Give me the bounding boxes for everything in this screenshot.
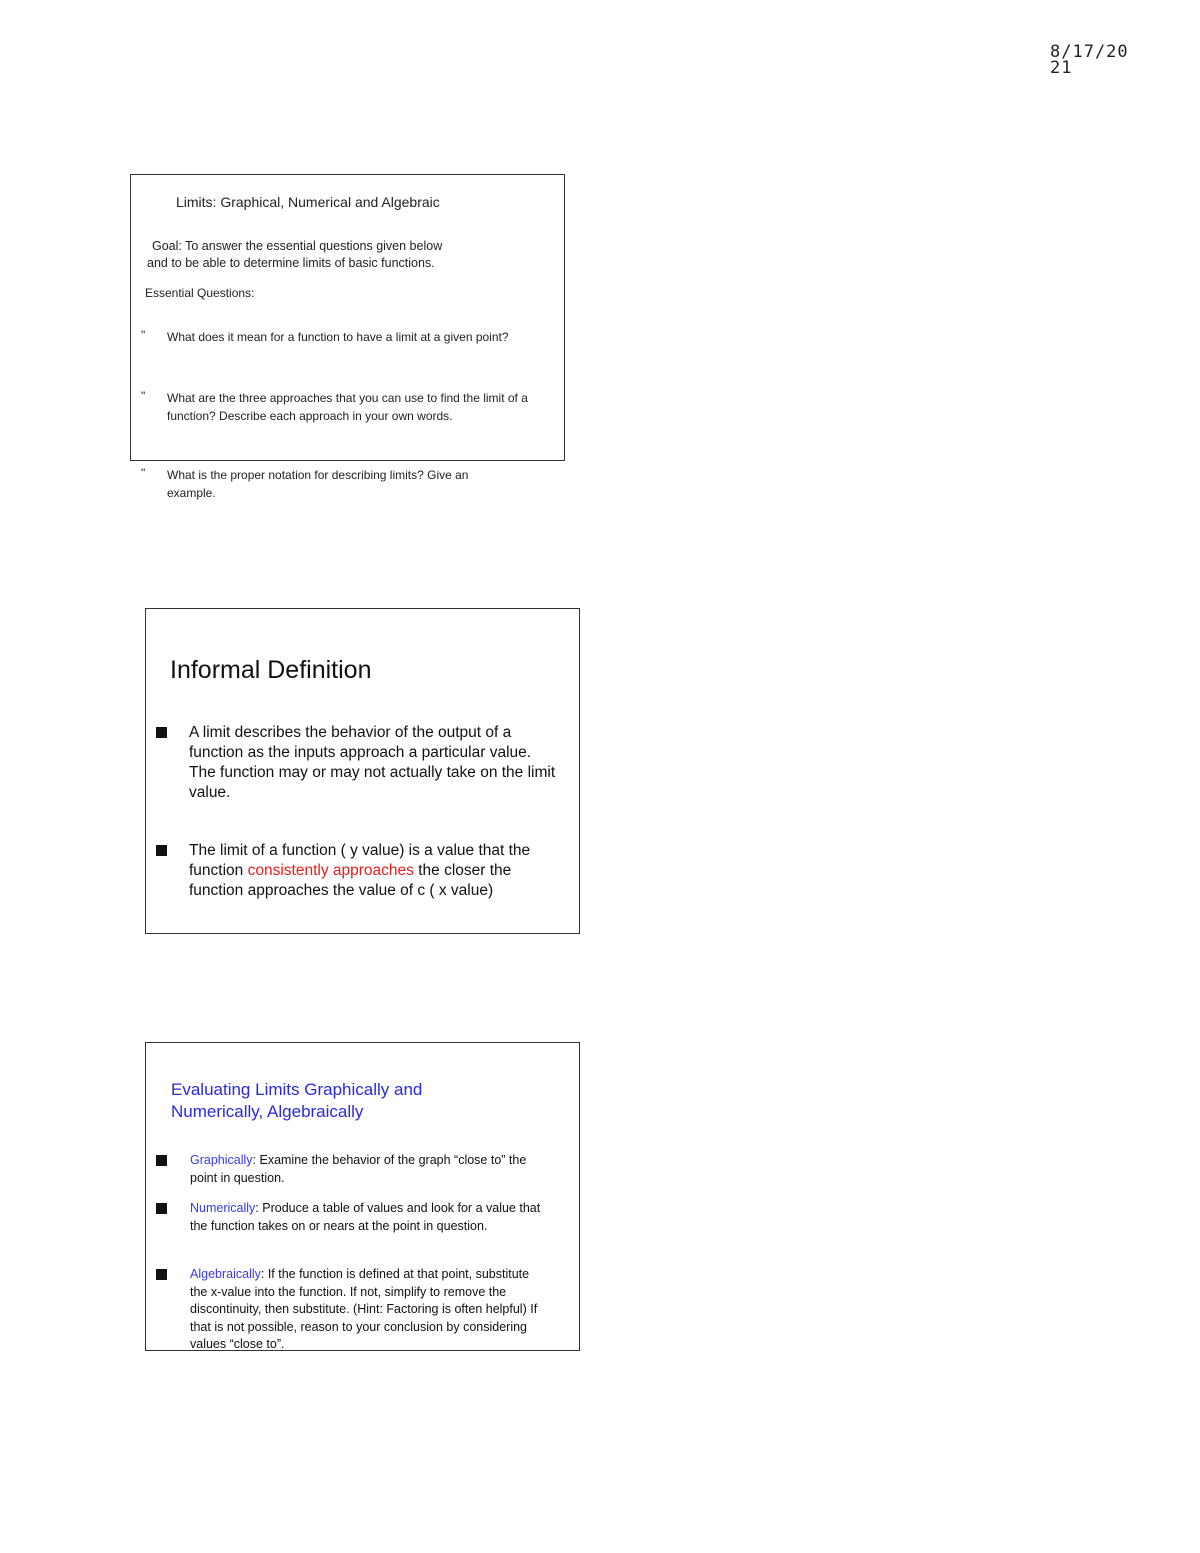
- desc-graphically: : Examine the behavior of the graph “close to” the point in question.: [190, 1153, 527, 1185]
- definition-bullet-2-post: the closer the function approaches the value of c ( x value): [189, 862, 512, 899]
- essential-question-3: What is the proper notation for describing limits? Give an example.: [167, 468, 469, 500]
- date-line-2: 21: [1050, 58, 1073, 78]
- essential-question-2: What are the three approaches that you can use to find the limit of a function? Describe each approach in your own words.: [167, 391, 528, 423]
- slide2-title: Informal Definition: [170, 656, 372, 684]
- slide1-title: Limits: Graphical, Numerical and Algebraic: [176, 194, 440, 210]
- bullet-mark: ": [141, 466, 146, 480]
- definition-bullet-1: A limit describes the behavior of the output of a function as the inputs approach a particular value. The function may or may not actually take on the limit value.: [189, 724, 556, 801]
- slide1-goal-line2: and to be able to determine limits of basic functions.: [147, 256, 435, 270]
- square-bullet-icon: [156, 1203, 167, 1214]
- square-bullet-icon: [156, 845, 167, 856]
- bullet-mark: ": [141, 389, 146, 403]
- date-line-1: 8/17/20: [1050, 42, 1129, 62]
- square-bullet-icon: [156, 1155, 167, 1166]
- page-date: [1050, 44, 1160, 76]
- term-numerically: Numerically: [190, 1201, 256, 1215]
- definition-bullet-2: [189, 841, 559, 901]
- approach-numerically: [190, 1200, 542, 1235]
- square-bullet-icon: [156, 727, 167, 738]
- bullet-mark: ": [141, 328, 146, 342]
- approach-graphically: [190, 1152, 542, 1187]
- essential-questions-label: Essential Questions:: [145, 286, 255, 300]
- approach-algebraically: [190, 1266, 542, 1354]
- term-algebraically: Algebraically: [190, 1267, 261, 1281]
- highlight-consistently-approaches: consistently approaches: [247, 862, 414, 879]
- term-graphically: Graphically: [190, 1153, 253, 1167]
- desc-numerically: : Produce a table of values and look for a value that the function takes on or nears at the point in question.: [190, 1201, 541, 1233]
- essential-question-1: What does it mean for a function to have a limit at a given point?: [167, 330, 509, 344]
- definition-bullet-2-pre: The limit of a function ( y value) is a value that the function: [189, 842, 531, 879]
- slide3-title: Evaluating Limits Graphically and Numerically, Algebraically: [171, 1080, 423, 1121]
- square-bullet-icon: [156, 1269, 167, 1280]
- slide1-goal-line1: Goal: To answer the essential questions given below: [152, 239, 443, 253]
- desc-algebraically: : If the function is defined at that point, substitute the x-value into the function. If not, simplify to remove the discontinuity, then substitute. (Hint: Factoring is often helpful) If that is not possible, reason to your conclusion by considering values “close to”.: [190, 1267, 538, 1351]
- slide-informal-definition: [145, 608, 580, 934]
